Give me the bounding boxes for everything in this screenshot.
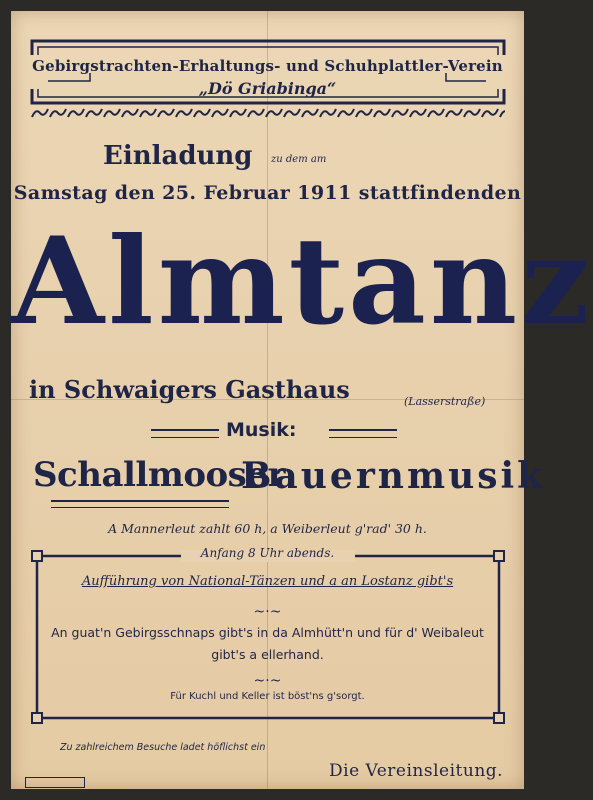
musik-rule-left <box>151 429 219 438</box>
date-line: Samstag den 25. Februar 1911 stattfindenden <box>13 182 522 204</box>
band-name-part1: Schallmooser <box>33 455 285 495</box>
schnaps-line-1: An guat'n Gebirgsschnaps gibt's in da Almhütt'n und für d' Weibaleut <box>51 625 484 640</box>
musik-label: Musik: <box>226 419 297 441</box>
kitchen-text: Für Kuchl und Keller ist böst'ns g'sorgt. <box>170 691 365 702</box>
event-title: Almtanz <box>11 211 593 352</box>
venue: in Schwaigers Gasthaus <box>29 375 350 404</box>
club-line: Gebirgstrachten-Erhaltungs- und Schuhplattler-Verein <box>32 57 503 75</box>
start-time: Anfang 8 Uhr abends. <box>200 546 335 560</box>
ornament-border <box>31 107 505 119</box>
admission-text: A Mannerleut zahlt 60 h, a Weiberleut g'rad' 30 h. <box>108 521 427 536</box>
signature: Die Vereinsleitung. <box>329 761 504 781</box>
schnaps-line-2: gibt's a ellerhand. <box>211 647 324 662</box>
zu-dem-am: zu dem am <box>271 154 327 165</box>
band-underline <box>51 500 229 508</box>
band-name-part2: Bauernmusik <box>241 455 546 497</box>
performance-text: Aufführung von National-Tänzen und a an Lostanz gibt's <box>81 574 454 589</box>
invite-text: Zu zahlreichem Besuche ladet höflichst ein <box>60 742 266 753</box>
printer-mark <box>25 777 85 788</box>
club-name: „Dö Griabinga“ <box>198 79 337 98</box>
musik-rule-right <box>329 429 397 438</box>
poster <box>11 11 593 789</box>
einladung-heading: Einladung <box>103 141 253 171</box>
venue-street: (Lasserstraße) <box>404 395 486 408</box>
tilde-ornament: ~·~ <box>253 604 282 620</box>
tilde-ornament-2: ~·~ <box>253 673 282 689</box>
